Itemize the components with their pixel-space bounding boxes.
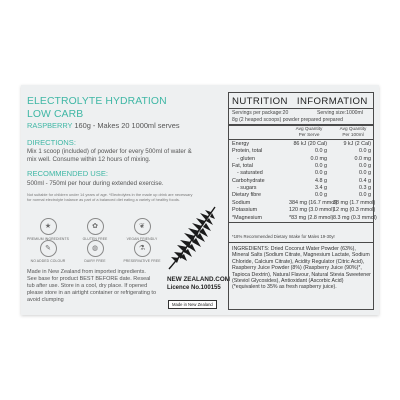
per-100ml-value: 0.0 g [359, 148, 371, 155]
silver-fern-icon [163, 203, 221, 273]
nutrition-row [229, 178, 373, 185]
nutrient-name: - gluten [237, 155, 255, 162]
nutrition-row [229, 192, 373, 199]
nutrient-name: Dietary fibre [232, 192, 262, 199]
per-serve-value: 0.0 g [315, 170, 327, 177]
per-100ml-value: 0.0 g [359, 192, 371, 199]
nutrition-row [229, 199, 376, 207]
product-variant: LOW CARB [27, 109, 84, 120]
nutrition-panel [228, 92, 377, 310]
per-serve-value: 384 mg (16.7 mmol) [289, 199, 338, 206]
per-serve-value: *83 mg (2.8 mmol) [289, 214, 334, 221]
nutrition-footnote: *18% Recommended Dietary Intake for Males 19-30yr [232, 234, 335, 239]
per-100ml-value: 8.3 mg (0.3 mmol) [333, 214, 377, 221]
per-100ml-value: 9 kJ (2 Cal) [343, 141, 371, 147]
product-size: 160g - Makes 20 1000ml serves [74, 121, 180, 130]
preservative-free-icon: ⚗ [134, 240, 151, 257]
nutrition-row [229, 207, 376, 214]
label-left-panel [21, 85, 228, 315]
per-100ml-value: 38 mg (1.7 mmol) [333, 199, 376, 206]
badge-label: NO ADDED COLOUR [30, 258, 66, 263]
disclaimer-line-1: Not suitable for children under 14 years of age. *Electrolytes in the made up drink are necessary [27, 192, 193, 197]
nutrition-row [229, 185, 373, 192]
nutrition-row [229, 156, 373, 163]
per-serve-value: 0.0 g [315, 148, 327, 155]
badge-label: PRESERVATIVE FREE [123, 258, 161, 263]
dairy-free-icon: ◍ [87, 240, 104, 257]
per-100ml-value: 0.3 g [359, 185, 371, 192]
col-header-line: Avg Quantity [295, 126, 323, 131]
per-serve-value: 0.0 mg [310, 155, 327, 162]
badge-gluten-free [72, 218, 118, 241]
per-100ml-value: 12 mg (0.3 mmol) [333, 207, 376, 214]
divider [229, 242, 373, 243]
premium-ingredients-icon: ★ [40, 218, 57, 235]
col-header-line: Per 100ml [342, 131, 364, 137]
badge-dairy-free [72, 240, 118, 263]
badge-label: VEGAN FRIENDLY [126, 236, 158, 241]
per-serve-value: 0.0 g [315, 192, 327, 199]
storage-info: Made in New Zealand from imported ingredients. See base for product BEST BEFORE date. Reseal tub after use. Store in a cool, dry place. If opened please store in an airtight container or refrigerating to avoid clumping [27, 269, 157, 303]
per-100ml-value: 0.4 g [359, 177, 371, 184]
divider [229, 108, 373, 109]
nutrition-row [229, 170, 373, 177]
nutrient-name: - saturated [237, 170, 263, 177]
gluten-free-icon: ✿ [87, 218, 104, 235]
nutrient-name: Fat, total [232, 163, 253, 170]
per-100ml-value: 0.0 g [359, 163, 371, 170]
badge-no-added-colour [25, 240, 71, 263]
per-serve-value: 86 kJ (20 Cal) [293, 141, 327, 147]
col-header-line: Avg Quantity [339, 126, 367, 131]
directions-line-1: Mix 1 scoop (included) of powder for every 500ml of water & [27, 148, 192, 155]
nutrient-name: - sugars [237, 185, 257, 192]
directions-heading: DIRECTIONS: [27, 138, 76, 147]
per-serve-value: 120 mg (3.0 mmol) [289, 207, 335, 214]
badge-label: PREMIUM INGREDIENTS [26, 236, 70, 241]
nutrient-name: Carbohydrate [232, 177, 265, 184]
nutrition-row [229, 163, 373, 170]
badge-preservative-free [119, 240, 165, 263]
badge-label: DAIRY FREE [84, 258, 106, 263]
col-header-per-100ml [333, 126, 373, 137]
col-header-per-serve [289, 126, 329, 137]
col-header-line: Per Serve [298, 131, 320, 137]
recommended-heading: RECOMMENDED USE: [27, 169, 109, 178]
licence-number: Licence No.100155 [167, 285, 221, 291]
per-100ml-value: 0.0 mg [354, 155, 371, 162]
divider [229, 222, 373, 223]
per-serve-value: 4.8 g [315, 177, 327, 184]
product-label [21, 85, 379, 315]
badge-label: GLUTEN FREE [82, 236, 108, 241]
per-serve-value: 0.0 g [315, 163, 327, 170]
recommended-text: 500ml - 750ml per hour during extended exercise. [27, 180, 164, 187]
made-in-nz-badge: Made in New Zealand [168, 300, 217, 309]
product-subtitle [27, 121, 180, 130]
nutrition-title: NUTRITION INFORMATION [232, 96, 368, 107]
disclaimer-line-2: for normal electrolyte balance as part of a balanced diet eating a variety of healthy foods. [27, 197, 180, 202]
nutrient-name: Sodium [232, 199, 251, 206]
vegan-friendly-icon: ❦ [134, 218, 151, 235]
nutrient-name: Potassium [232, 207, 258, 214]
nutrient-name: Energy [232, 141, 250, 147]
divider [229, 139, 373, 140]
directions-line-2: mix well. Consume within 12 hours of mixing. [27, 156, 151, 163]
nutrition-row [229, 141, 373, 148]
nutrition-row [229, 214, 377, 222]
product-title: ELECTROLYTE HYDRATION [27, 96, 167, 107]
per-serve-value: 3.4 g [315, 185, 327, 192]
badge-premium-ingredients [25, 218, 71, 241]
serving-size: Serving size:1000ml [317, 110, 363, 116]
nutrient-name: *Magnesium [232, 214, 262, 221]
ingredients-list: INGREDIENTS: Dried Coconut Water Powder (63%), Mineral Salts (Sodium Citrate, Magnesium Lactate, Sodium Chloride, Calcium Citrate), Acidity Regulator (Citric Acid), Raspberry Juice Powder (8%) (Raspberry Juice (90%)*, Tapioca Dextrin), Natural Flavour, Natural Stevia Sweetener (Steviol Glycosides), Antioxidant (Ascorbic Acid) (*equivalent to 35% as fresh raspberry juice). [232, 246, 371, 291]
brand-website: NEW ZEALAND.COM [167, 276, 230, 283]
scoop-note: 8g (2 heaped scoops) powder prepared prepared [232, 116, 344, 123]
nutrition-row [229, 148, 373, 155]
per-100ml-value: 0.0 g [359, 170, 371, 177]
no-added-colour-icon: ✎ [40, 240, 57, 257]
product-flavour: RASPBERRY [27, 121, 73, 130]
nutrient-name: Protein, total [232, 148, 263, 155]
servings-per-package: Servings per package:20 [232, 110, 289, 116]
badge-vegan-friendly [119, 218, 165, 241]
